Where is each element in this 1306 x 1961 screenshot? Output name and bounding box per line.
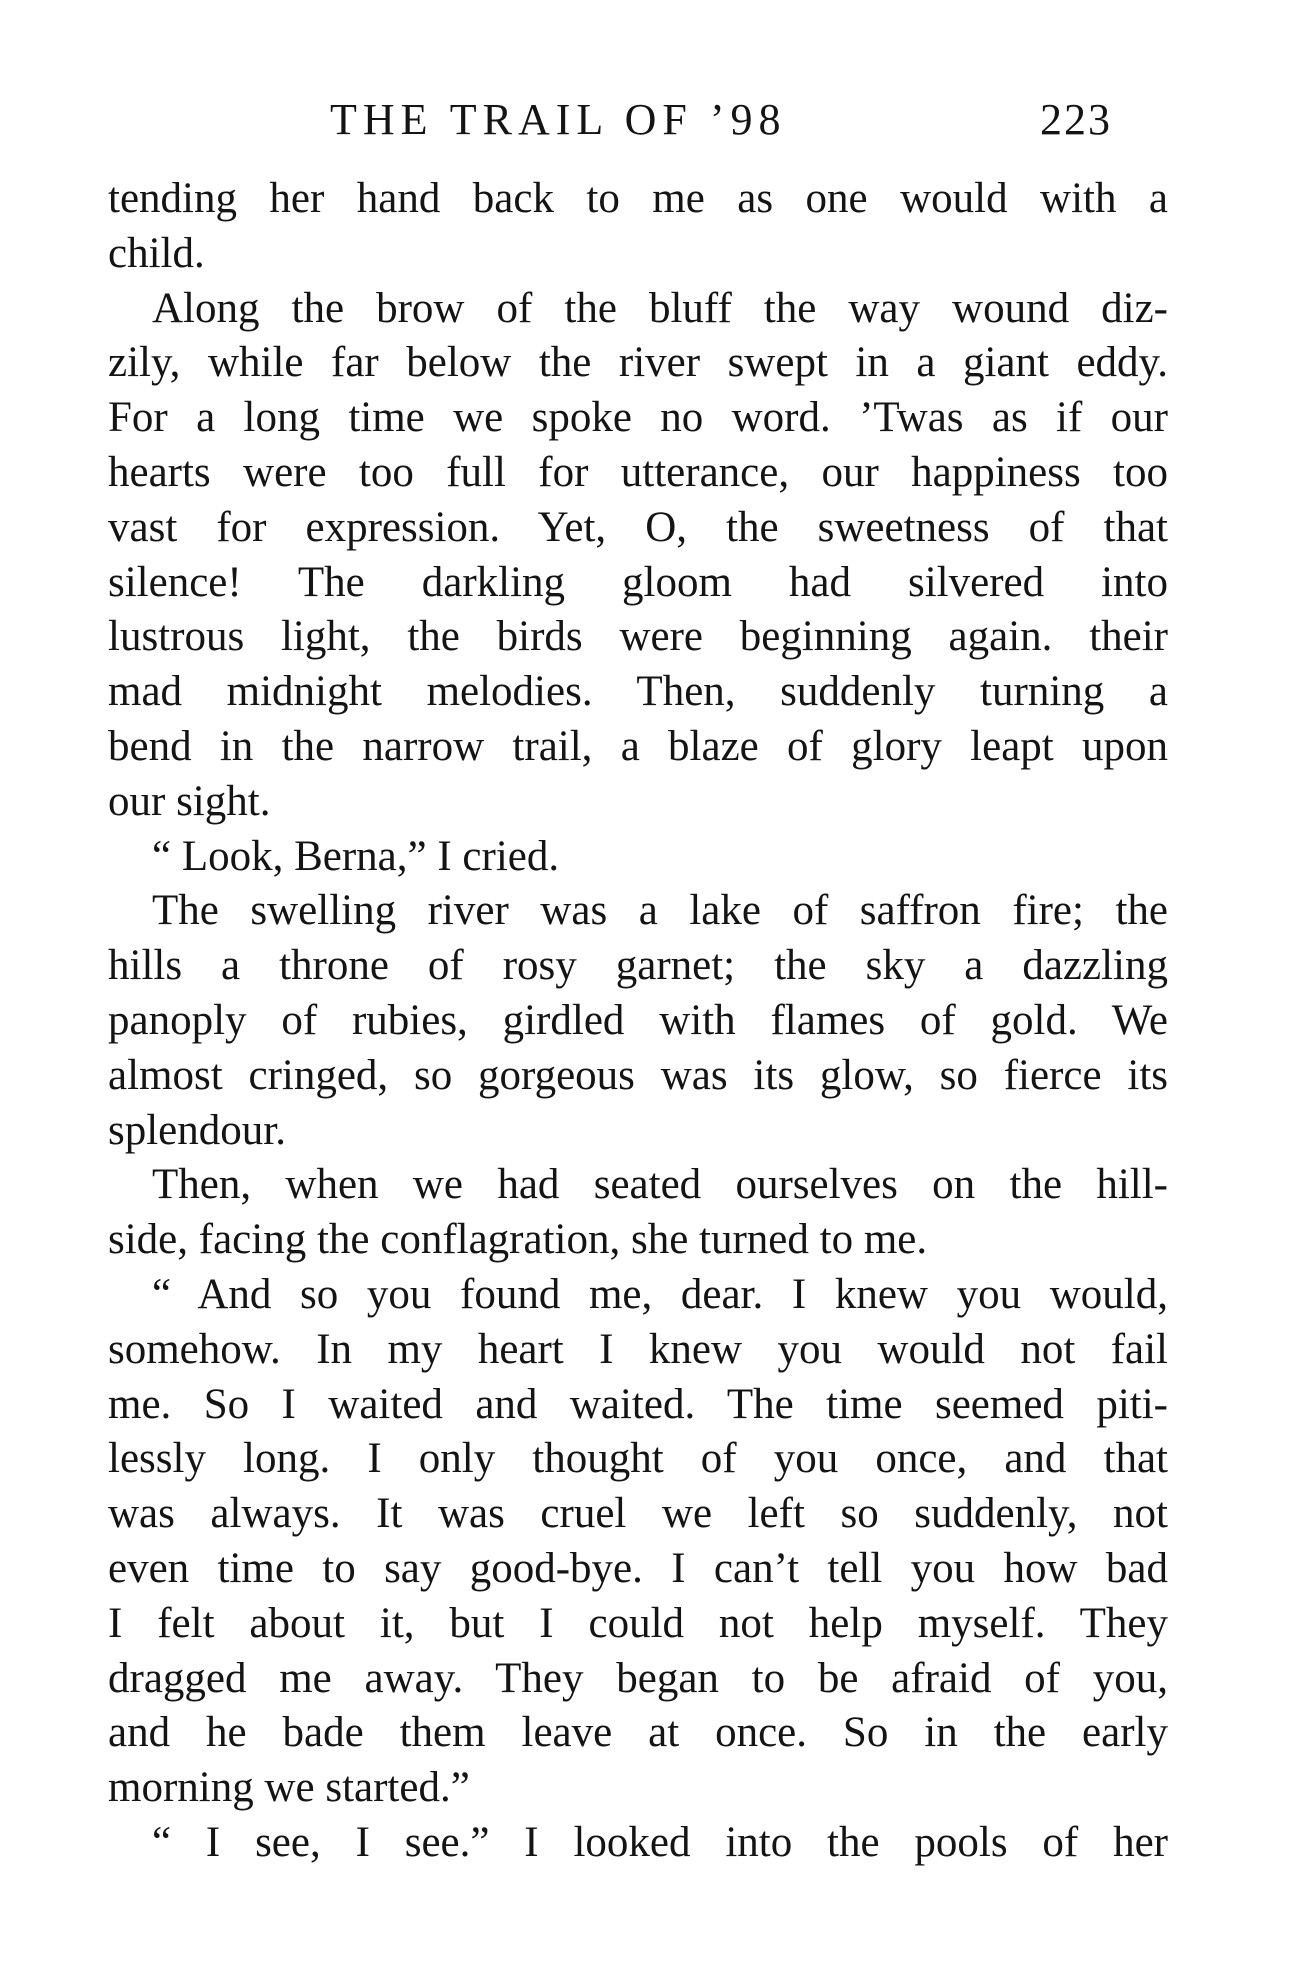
text-line: lustrous light, the birds were beginning again. their xyxy=(108,613,1168,661)
text-line: almost cringed, so gorgeous was its glow, so fierce its xyxy=(108,1051,1168,1099)
text-line: “ And so you found me, dear. I knew you would, xyxy=(152,1270,1168,1318)
running-head xyxy=(0,90,1306,150)
text-line: Then, when we had seated ourselves on the hill- xyxy=(152,1161,1168,1209)
text-line: mad midnight melodies. Then, suddenly turning a xyxy=(108,668,1168,716)
text-line: tending her hand back to me as one would with a xyxy=(108,175,1168,222)
text-line: panoply of rubies, girdled with flames of gold. We xyxy=(108,996,1168,1044)
text-line: vast for expression. Yet, O, the sweetness of that xyxy=(108,503,1168,551)
body-text xyxy=(108,172,1168,1871)
text-line: “ I see, I see.” I looked into the pools of her xyxy=(152,1818,1168,1866)
text-line: morning we started.” xyxy=(108,1764,470,1812)
running-title: THE TRAIL OF ’98 xyxy=(330,95,787,144)
text-line: Along the brow of the bluff the way wound diz- xyxy=(152,284,1168,332)
text-line: me. So I waited and waited. The time seemed piti- xyxy=(108,1380,1168,1428)
text-line: For a long time we spoke no word. ’Twas as if our xyxy=(108,394,1168,442)
text-line: dragged me away. They began to be afraid of you, xyxy=(108,1654,1168,1702)
text-line: somehow. In my heart I knew you would not fail xyxy=(108,1325,1168,1373)
text-line: even time to say good-bye. I can’t tell you how bad xyxy=(108,1544,1168,1592)
text-line: child. xyxy=(108,229,205,277)
text-line: hearts were too full for utterance, our happiness too xyxy=(108,448,1168,496)
text-line: splendour. xyxy=(108,1106,286,1154)
text-line: side, facing the conflagration, she turned to me. xyxy=(108,1216,928,1264)
text-line: zily, while far below the river swept in a giant eddy. xyxy=(108,339,1168,387)
text-line: I felt about it, but I could not help myself. They xyxy=(108,1599,1168,1647)
text-line: The swelling river was a lake of saffron fire; the xyxy=(152,887,1168,935)
text-line: our sight. xyxy=(108,777,271,825)
text-line: silence! The darkling gloom had silvered into xyxy=(108,558,1168,606)
text-line: “ Look, Berna,” I cried. xyxy=(152,832,560,880)
text-line: was always. It was cruel we left so suddenly, not xyxy=(108,1490,1168,1538)
page-number: 223 xyxy=(1040,95,1112,144)
text-line: hills a throne of rosy garnet; the sky a dazzling xyxy=(108,942,1168,990)
text-line: and he bade them leave at once. So in the early xyxy=(108,1709,1168,1757)
text-line: lessly long. I only thought of you once, and that xyxy=(108,1435,1168,1483)
text-line: bend in the narrow trail, a blaze of glory leapt upon xyxy=(108,722,1168,770)
